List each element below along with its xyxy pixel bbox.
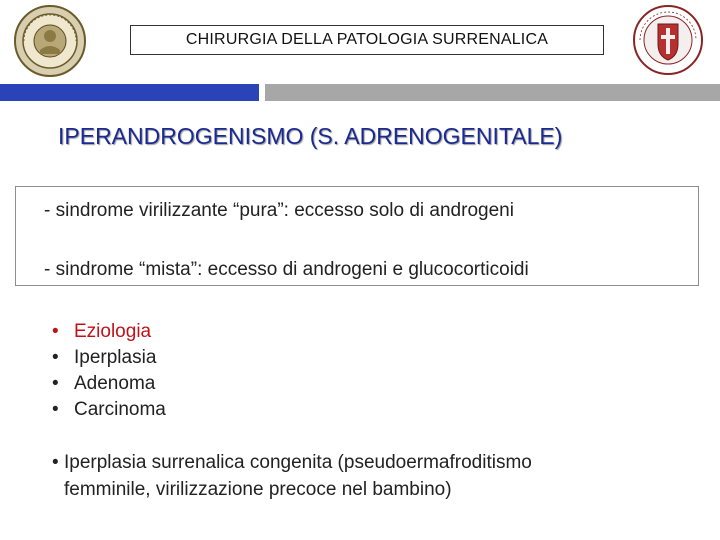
list-item-label: Eziologia [74,321,152,342]
congenital-hyperplasia-note [52,449,702,503]
list-item-label: Iperplasia [74,347,157,368]
bullet-marker: • [52,399,59,420]
etiology-list [52,319,166,423]
bullet-marker: • [52,347,59,368]
list-item [52,319,166,345]
faculty-seal-logo [632,4,704,76]
slide-title: IPERANDROGENISMO (S. ADRENOGENITALE) [58,123,563,149]
list-item [52,345,166,371]
bullet-marker: • [52,373,59,394]
note-line-2: femminile, virilizzazione precoce nel bambino) [64,479,452,500]
list-item-label: Carcinoma [74,399,166,420]
list-item-label: Adenoma [74,373,156,394]
header-band-gray [265,84,720,101]
list-item [52,397,166,423]
bullet-marker: • [52,452,59,473]
note-line-1: Iperplasia surrenalica congenita (pseudoermafroditismo [64,452,532,473]
header-band-blue [0,84,259,101]
definition-line-pure: - sindrome virilizzante “pura”: eccesso solo di androgeni [44,200,514,221]
definition-line-mixed: - sindrome “mista”: eccesso di androgeni e glucocorticoidi [44,259,529,280]
university-seal-logo [6,4,94,78]
list-item [52,371,166,397]
bullet-marker: • [52,321,59,342]
header-title: CHIRURGIA DELLA PATOLOGIA SURRENALICA [130,25,604,55]
